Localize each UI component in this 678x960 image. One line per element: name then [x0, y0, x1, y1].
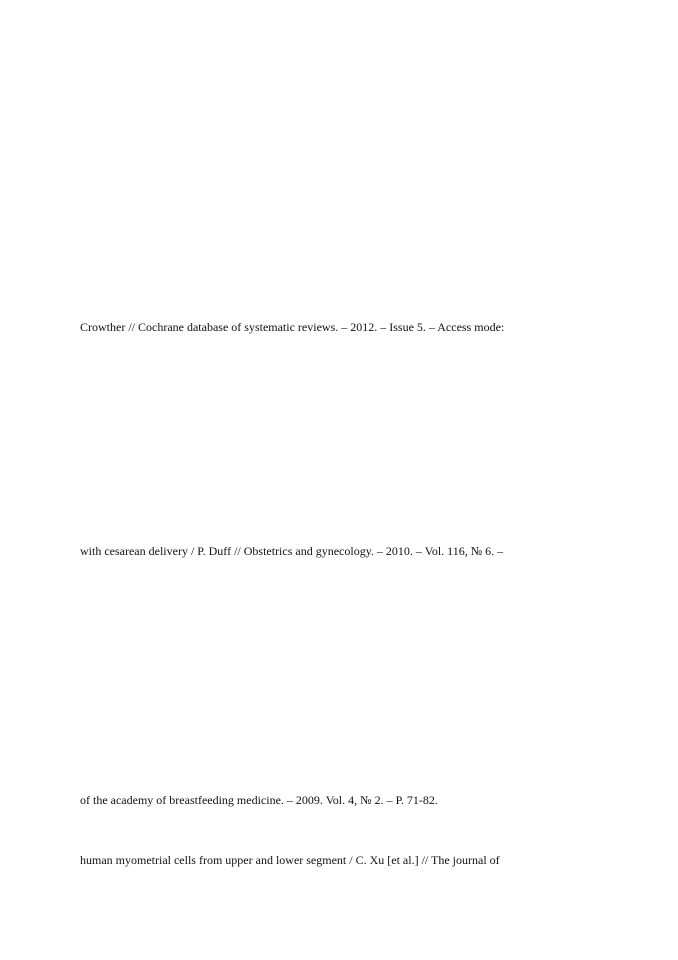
reference-text-line: Crowther // Cochrane database of systematic reviews. – 2012. – Issue 5. – Access mode: [80, 320, 505, 334]
reference-text-line: of the academy of breastfeeding medicine. – 2009. Vol. 4, № 2. – P. 71-82. [80, 793, 438, 807]
reference-text-line: human myometrial cells from upper and lower segment / C. Xu [et al.] // The journal of [80, 853, 500, 867]
reference-text-line: with cesarean delivery / P. Duff // Obstetrics and gynecology. – 2010. – Vol. 116, № 6. – [80, 544, 504, 558]
